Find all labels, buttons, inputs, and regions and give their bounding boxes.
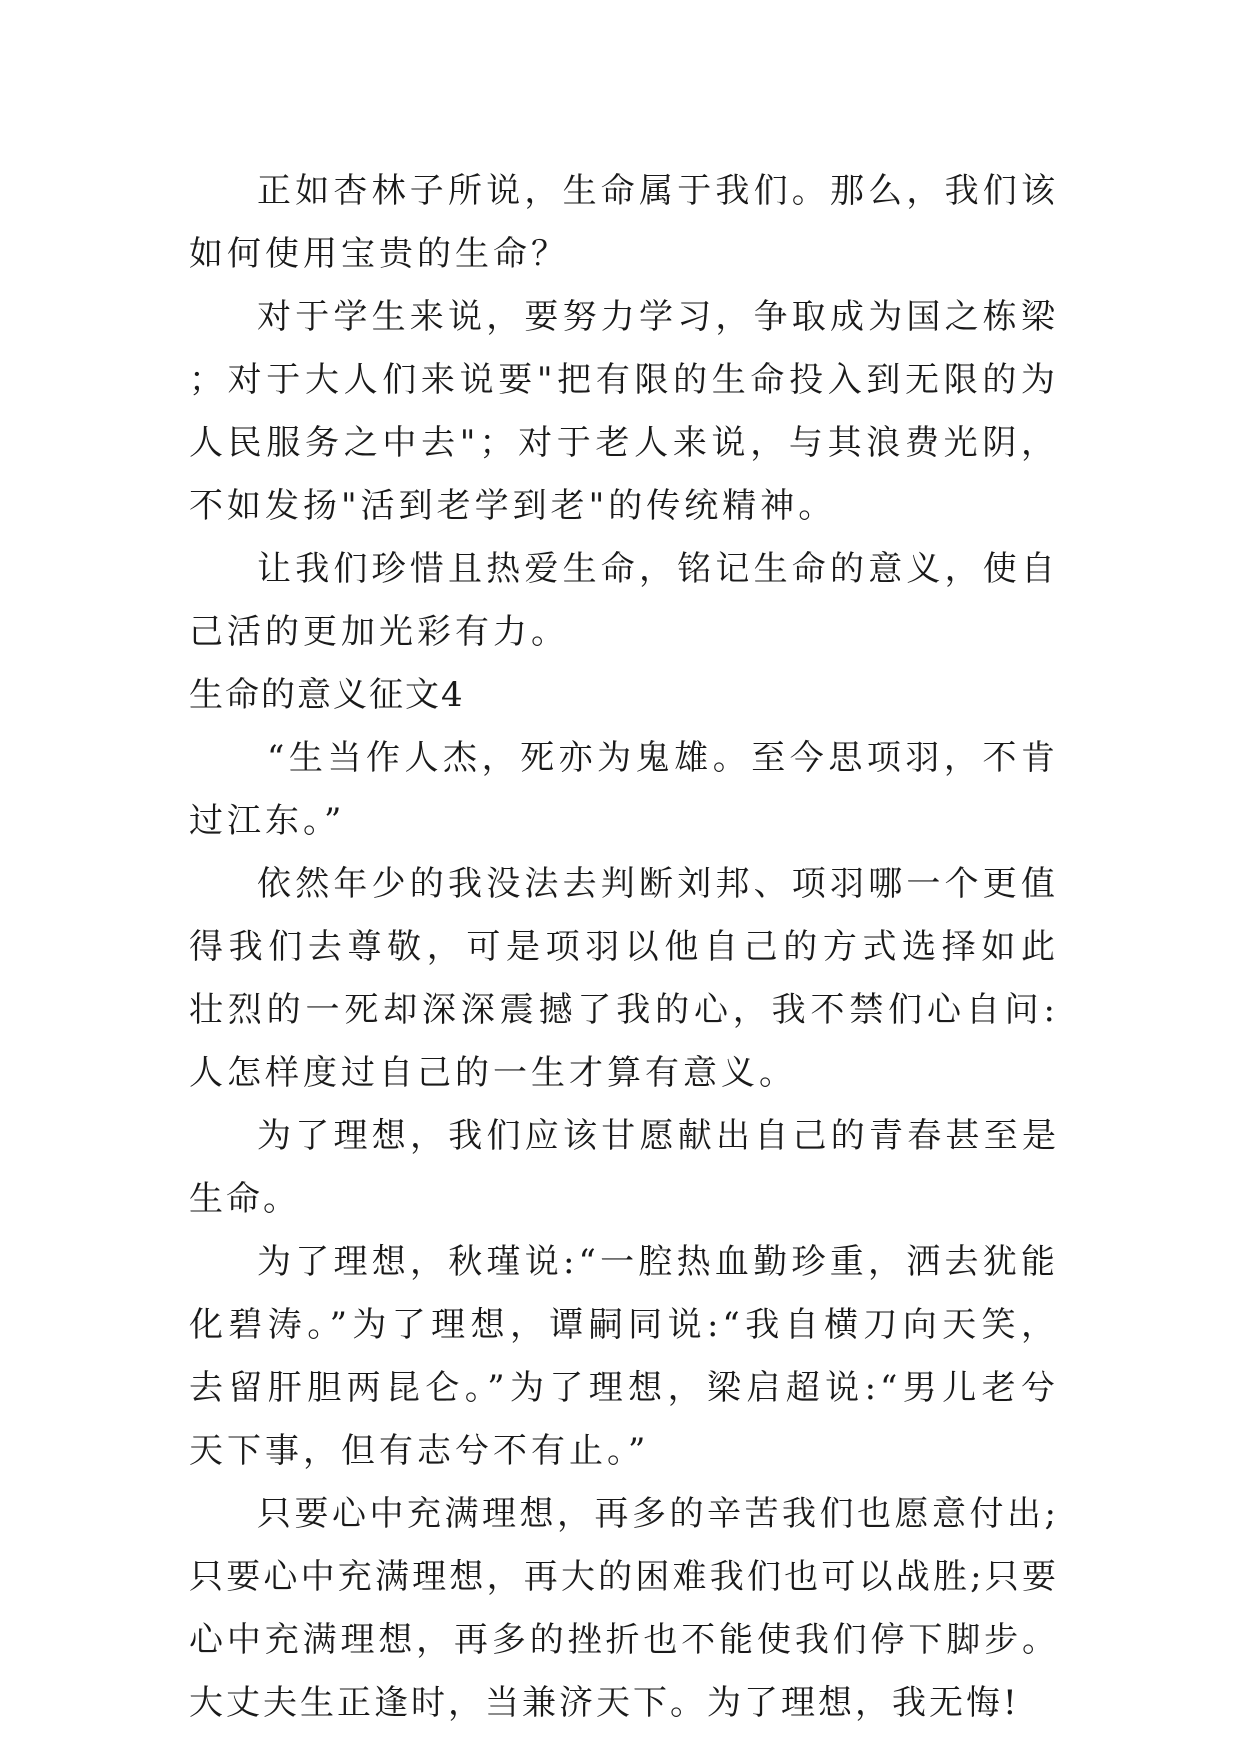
document-body — [189, 160, 1059, 1735]
paragraph-conclusion: 只要心中充满理想，再多的辛苦我们也愿意付出;只要心中充满理想，再大的困难我们也可以战胜;只要心中充满理想，再多的挫折也不能使我们停下脚步。大丈夫生正逢时，当兼济天下。为了理想，我无悔! — [189, 1494, 1059, 1723]
paragraph-how-to-use-life: 正如杏林子所说，生命属于我们。那么，我们该如何使用宝贵的生命？ — [189, 171, 1059, 274]
paragraph-poem-quote: “生当作人杰，死亦为鬼雄。至今思项羽，不肯过江东。” — [189, 738, 1059, 841]
paragraph-for-ideals: 为了理想，我们应该甘愿献出自己的青春甚至是生命。 — [189, 1116, 1059, 1219]
paragraph-cherish-life: 让我们珍惜且热爱生命，铭记生命的意义，使自己活的更加光彩有力。 — [189, 549, 1059, 652]
section-heading: 生命的意义征文4 — [189, 675, 465, 715]
paragraph-xiang-yu: 依然年少的我没法去判断刘邦、项羽哪一个更值得我们去尊敬，可是项羽以他自己的方式选择如此壮烈的一死却深深震撼了我的心，我不禁们心自问:人怎样度过自己的一生才算有意义。 — [189, 864, 1059, 1093]
paragraph-historical-quotes: 为了理想，秋瑾说:“一腔热血勤珍重，洒去犹能化碧涛。”为了理想，谭嗣同说:“我自横刀向天笑，去留肝胆两昆仑。”为了理想，梁启超说:“男儿老兮天下事，但有志兮不有止。” — [189, 1242, 1059, 1471]
paragraph-different-people: 对于学生来说，要努力学习，争取成为国之栋梁；对于大人们来说要"把有限的生命投入到无限的为人民服务之中去"；对于老人来说，与其浪费光阴，不如发扬"活到老学到老"的传统精神。 — [189, 297, 1059, 526]
